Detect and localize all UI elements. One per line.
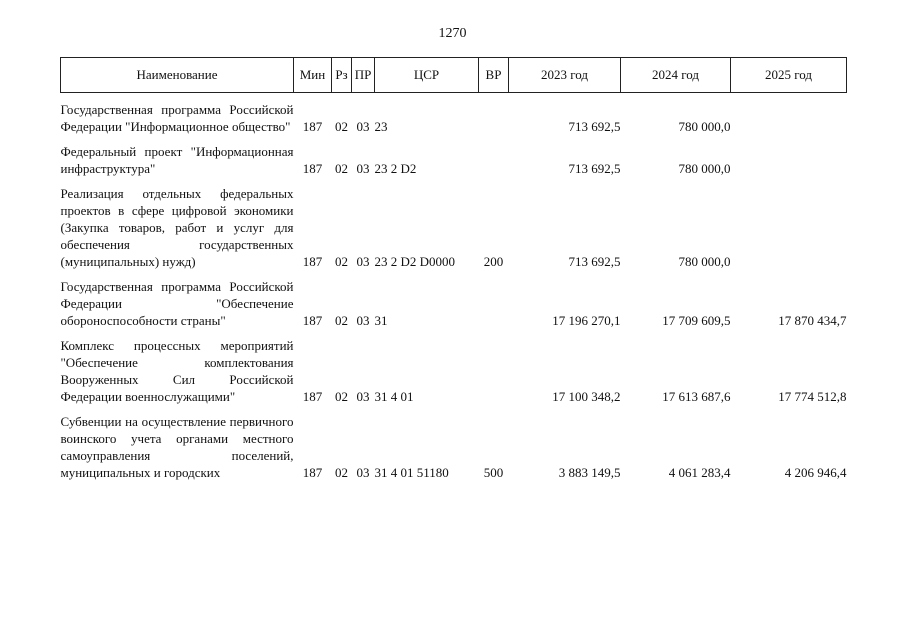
row-2023: 17 100 348,2 <box>552 389 621 404</box>
row-rz: 02 <box>335 389 348 404</box>
row-2024: 17 613 687,6 <box>662 389 731 404</box>
row-vr: 500 <box>483 465 504 480</box>
row-min: 187 <box>302 119 323 134</box>
header-name: Наименование <box>61 58 294 93</box>
row-vr: 200 <box>483 254 504 269</box>
header-vr: ВР <box>479 58 509 93</box>
row-vr <box>479 93 509 136</box>
row-name: Реализация отдельных федеральных проектов в сфере цифровой экономики (Закупка товаров, работ и услуг для обеспечения государственных (муниципальных) нужд) <box>60 186 294 269</box>
row-pr: 03 <box>356 119 370 134</box>
row-min: 187 <box>302 161 323 176</box>
row-min: 187 <box>302 389 323 404</box>
header-2023: 2023 год <box>509 58 621 93</box>
row-pr: 03 <box>356 313 370 328</box>
row-pr: 03 <box>356 254 370 269</box>
row-csr: 23 2 D2 D0000 <box>374 254 456 269</box>
table-row <box>61 270 847 329</box>
row-csr: 23 2 D2 <box>374 161 417 176</box>
row-2024: 780 000,0 <box>678 254 731 269</box>
row-2024: 17 709 609,5 <box>662 313 731 328</box>
row-csr: 31 4 01 <box>374 389 414 404</box>
table-row <box>61 177 847 270</box>
row-2024: 780 000,0 <box>678 161 731 176</box>
row-2025: 4 206 946,4 <box>784 465 847 480</box>
row-min: 187 <box>302 254 323 269</box>
row-2025 <box>731 135 847 177</box>
row-2025: 17 774 512,8 <box>778 389 847 404</box>
row-min: 187 <box>302 465 323 480</box>
table-row <box>61 405 847 481</box>
row-name: Комплекс процессных мероприятий "Обеспечение комплектования Вооруженных Сил Российской Федерации военнослужащими" <box>60 338 294 404</box>
row-csr: 31 4 01 51180 <box>374 465 449 480</box>
row-name: Государственная программа Российской Федерации "Информационное общество" <box>60 102 294 134</box>
row-vr <box>479 135 509 177</box>
row-vr <box>479 270 509 329</box>
row-rz: 02 <box>335 254 348 269</box>
row-2023: 713 692,5 <box>568 119 621 134</box>
header-2024: 2024 год <box>621 58 731 93</box>
header-csr: ЦСР <box>375 58 479 93</box>
row-name: Федеральный проект "Информационная инфраструктура" <box>60 144 294 176</box>
row-rz: 02 <box>335 465 348 480</box>
budget-table <box>60 57 847 481</box>
row-2023: 713 692,5 <box>568 254 621 269</box>
row-pr: 03 <box>356 389 370 404</box>
row-2024: 4 061 283,4 <box>668 465 731 480</box>
page-number: 1270 <box>438 26 467 41</box>
row-2024: 780 000,0 <box>678 119 731 134</box>
header-rz: Рз <box>332 58 352 93</box>
row-name: Государственная программа Российской Федерации "Обеспечение обороноспособности страны" <box>60 279 294 328</box>
row-csr: 31 <box>374 313 388 328</box>
table-header-row <box>61 58 847 93</box>
header-pr: ПР <box>352 58 375 93</box>
row-min: 187 <box>302 313 323 328</box>
row-2023: 17 196 270,1 <box>552 313 621 328</box>
row-2023: 713 692,5 <box>568 161 621 176</box>
row-name: Субвенции на осуществление первичного воинского учета органами местного самоуправления поселений, муниципальных и городских <box>60 414 294 480</box>
row-2025 <box>731 177 847 270</box>
row-pr: 03 <box>356 465 370 480</box>
row-2025: 17 870 434,7 <box>778 313 847 328</box>
table-row <box>61 93 847 136</box>
row-csr: 23 <box>374 119 388 134</box>
row-rz: 02 <box>335 313 348 328</box>
row-2023: 3 883 149,5 <box>558 465 621 480</box>
table-row <box>61 135 847 177</box>
row-rz: 02 <box>335 161 348 176</box>
header-min: Мин <box>294 58 332 93</box>
table-row <box>61 329 847 405</box>
header-2025: 2025 год <box>731 58 847 93</box>
row-vr <box>479 329 509 405</box>
row-2025 <box>731 93 847 136</box>
row-rz: 02 <box>335 119 348 134</box>
row-pr: 03 <box>356 161 370 176</box>
